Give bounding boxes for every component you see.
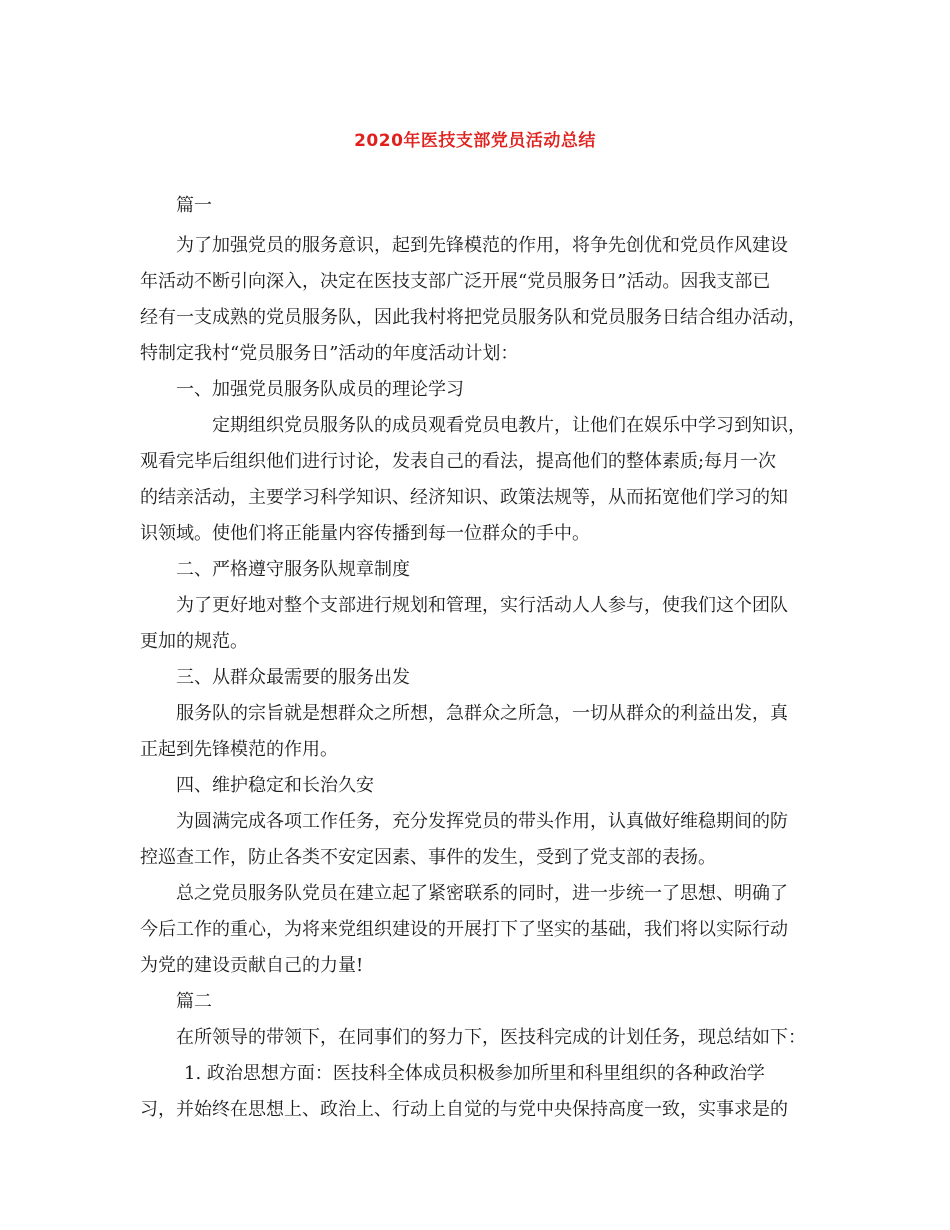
paragraph-line: 特制定我村“党员服务日”活动的年度活动计划： bbox=[140, 343, 519, 364]
paragraph-line: 为了加强党员的服务意识，起到先锋模范的作用，将争先创优和党员作风建设 bbox=[176, 235, 788, 256]
numbered-item: 1. 政治思想方面：医技科全体成员积极参加所里和科里组织的各种政治学 bbox=[184, 1063, 765, 1084]
paragraph-line: 更加的规范。 bbox=[140, 631, 248, 652]
paragraph-line: 定期组织党员服务队的成员观看党员电教片，让他们在娱乐中学习到知识， bbox=[212, 415, 806, 436]
paragraph-line: 习，并始终在思想上、政治上、行动上自觉的与党中央保持高度一致，实事求是的 bbox=[140, 1099, 788, 1120]
paragraph-line: 在所领导的带领下，在同事们的努力下，医技科完成的计划任务，现总结如下： bbox=[176, 1027, 806, 1048]
subheading: 三、从群众最需要的服务出发 bbox=[176, 667, 410, 688]
paragraph-line: 观看完毕后组织他们进行讨论，发表自己的看法，提高他们的整体素质;每月一次 bbox=[140, 451, 777, 472]
section-heading-part-two: 篇二 bbox=[176, 991, 212, 1012]
paragraph-line: 总之党员服务队党员在建立起了紧密联系的同时，进一步统一了思想、明确了 bbox=[176, 883, 788, 904]
paragraph-line: 年活动不断引向深入，决定在医技支部广泛开展“党员服务日”活动。因我支部已 bbox=[140, 271, 771, 292]
paragraph-line: 服务队的宗旨就是想群众之所想，急群众之所急，一切从群众的利益出发，真 bbox=[176, 703, 788, 724]
paragraph-line: 正起到先锋模范的作用。 bbox=[140, 739, 338, 760]
subheading: 一、加强党员服务队成员的理论学习 bbox=[176, 379, 464, 400]
document-title: 2020年医技支部党员活动总结 bbox=[354, 131, 596, 151]
section-heading-part-one: 篇一 bbox=[176, 195, 212, 216]
paragraph-line: 为圆满完成各项工作任务，充分发挥党员的带头作用，认真做好维稳期间的防 bbox=[176, 811, 788, 832]
paragraph-line: 今后工作的重心，为将来党组织建设的开展打下了坚实的基础，我们将以实际行动 bbox=[140, 919, 788, 940]
subheading: 四、维护稳定和长治久安 bbox=[176, 775, 374, 796]
paragraph-line: 的结亲活动，主要学习科学知识、经济知识、政策法规等，从而拓宽他们学习的知 bbox=[140, 487, 788, 508]
paragraph-line: 识领域。使他们将正能量内容传播到每一位群众的手中。 bbox=[140, 523, 590, 544]
paragraph-line: 控巡查工作，防止各类不安定因素、事件的发生，受到了党支部的表扬。 bbox=[140, 847, 716, 868]
subheading: 二、严格遵守服务队规章制度 bbox=[176, 559, 410, 580]
paragraph-line: 为党的建设贡献自己的力量! bbox=[140, 955, 364, 976]
paragraph-line: 为了更好地对整个支部进行规划和管理，实行活动人人参与，使我们这个团队 bbox=[176, 595, 788, 616]
paragraph-line: 经有一支成熟的党员服务队，因此我村将把党员服务队和党员服务日结合组办活动， bbox=[140, 307, 806, 328]
